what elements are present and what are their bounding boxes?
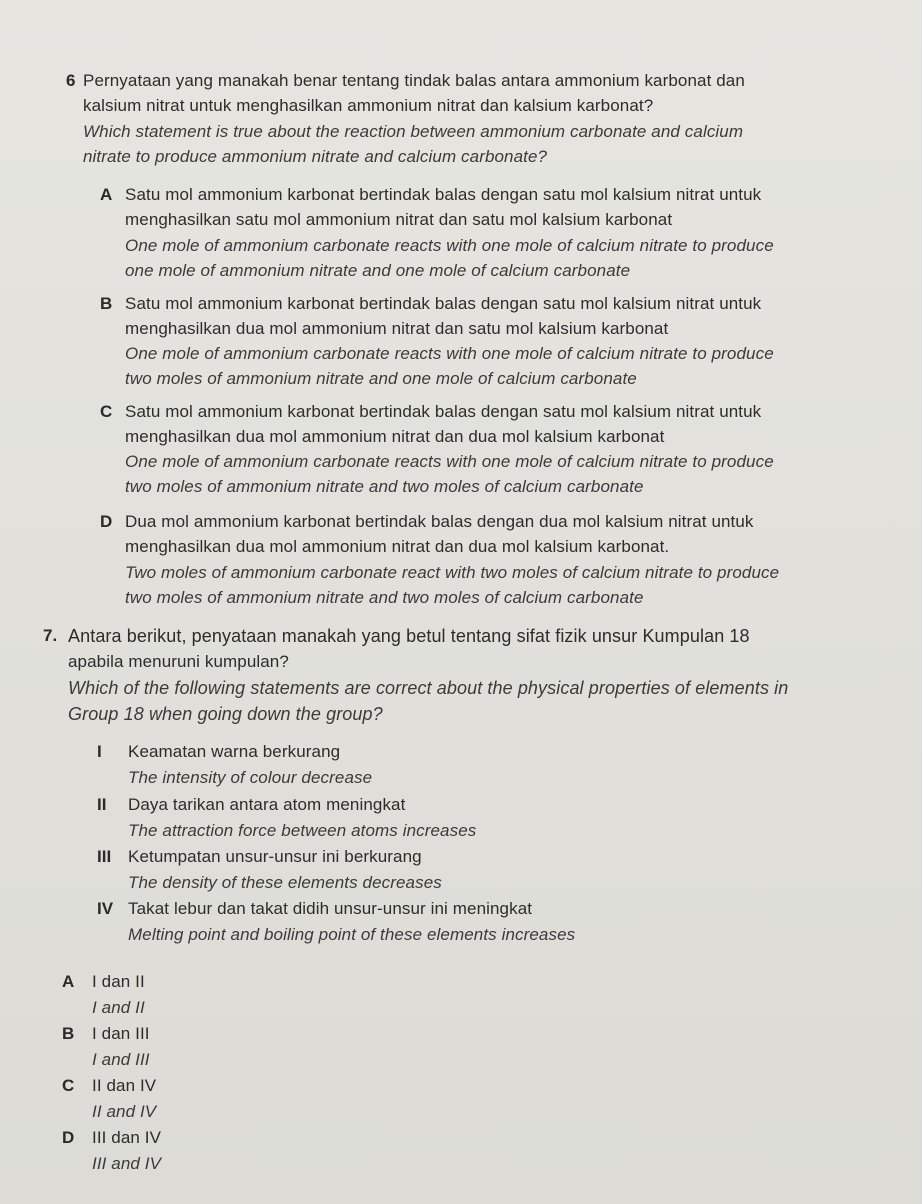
option-label: D bbox=[62, 1128, 75, 1147]
question-stem-en: Which statement is true about the reaction between ammonium carbonate and calcium bbox=[83, 122, 744, 141]
option-text-ms: III dan IV bbox=[92, 1128, 162, 1147]
statement-numeral: IV bbox=[97, 899, 114, 918]
option-label: C bbox=[62, 1076, 75, 1095]
question-stem-ms: apabila menuruni kumpulan? bbox=[68, 652, 289, 671]
statement-text-ms: Ketumpatan unsur-unsur ini berkurang bbox=[128, 847, 422, 866]
question-stem-ms: kalsium nitrat untuk menghasilkan ammonium nitrat dan kalsium karbonat? bbox=[83, 96, 654, 115]
option-text-ms: menghasilkan dua mol ammonium nitrat dan dua mol kalsium karbonat. bbox=[125, 537, 670, 556]
option-label: C bbox=[100, 402, 113, 421]
option-text-en: One mole of ammonium carbonate reacts with one mole of calcium nitrate to produce bbox=[125, 344, 774, 363]
question-number: 6 bbox=[66, 71, 76, 90]
option-text-ms: menghasilkan satu mol ammonium nitrat dan satu mol kalsium karbonat bbox=[125, 210, 673, 229]
option-text-en: one mole of ammonium nitrate and one mole of calcium carbonate bbox=[125, 261, 631, 280]
statement-numeral: I bbox=[97, 742, 102, 761]
statement-text-ms: Daya tarikan antara atom meningkat bbox=[128, 795, 406, 814]
option-text-en: One mole of ammonium carbonate reacts with one mole of calcium nitrate to produce bbox=[125, 452, 774, 471]
statement-text-ms: Takat lebur dan takat didih unsur-unsur ini meningkat bbox=[128, 899, 533, 918]
statement-text-en: The intensity of colour decrease bbox=[128, 768, 373, 787]
option-text-en: I and II bbox=[92, 998, 145, 1017]
option-label: B bbox=[100, 294, 113, 313]
option-text-ms: I dan II bbox=[92, 972, 145, 991]
statement-text-en: Melting point and boiling point of these elements increases bbox=[128, 925, 576, 944]
option-text-en: One mole of ammonium carbonate reacts with one mole of calcium nitrate to produce bbox=[125, 236, 774, 255]
option-text-ms: menghasilkan dua mol ammonium nitrat dan satu mol kalsium karbonat bbox=[125, 319, 669, 338]
question-stem-en: nitrate to produce ammonium nitrate and calcium carbonate? bbox=[83, 147, 548, 166]
question-stem-ms: Antara berikut, penyataan manakah yang betul tentang sifat fizik unsur Kumpulan 18 bbox=[68, 626, 750, 646]
statement-text-en: The density of these elements decreases bbox=[128, 873, 442, 892]
option-label: D bbox=[100, 512, 113, 531]
option-text-en: two moles of ammonium nitrate and two moles of calcium carbonate bbox=[125, 477, 644, 496]
question-stem-en: Which of the following statements are correct about the physical properties of elements in bbox=[68, 678, 789, 698]
statement-text-en: The attraction force between atoms increases bbox=[128, 821, 477, 840]
option-text-ms: Dua mol ammonium karbonat bertindak balas dengan dua mol kalsium nitrat untuk bbox=[125, 512, 754, 531]
option-text-en: Two moles of ammonium carbonate react with two moles of calcium nitrate to produce bbox=[125, 563, 780, 582]
option-text-en: II and IV bbox=[92, 1102, 157, 1121]
question-stem-ms: Pernyataan yang manakah benar tentang tindak balas antara ammonium karbonat dan bbox=[83, 71, 745, 90]
option-label: B bbox=[62, 1024, 75, 1043]
statement-text-ms: Keamatan warna berkurang bbox=[128, 742, 341, 761]
question-stem-en: Group 18 when going down the group? bbox=[68, 704, 383, 724]
option-text-en: I and III bbox=[92, 1050, 150, 1069]
question-number: 7. bbox=[43, 626, 58, 645]
option-text-en: III and IV bbox=[92, 1154, 162, 1173]
option-text-ms: Satu mol ammonium karbonat bertindak balas dengan satu mol kalsium nitrat untuk bbox=[125, 294, 762, 313]
option-label: A bbox=[62, 972, 75, 991]
option-text-ms: I dan III bbox=[92, 1024, 150, 1043]
option-label: A bbox=[100, 185, 113, 204]
option-text-ms: Satu mol ammonium karbonat bertindak balas dengan satu mol kalsium nitrat untuk bbox=[125, 402, 762, 421]
statement-numeral: II bbox=[97, 795, 107, 814]
option-text-ms: Satu mol ammonium karbonat bertindak balas dengan satu mol kalsium nitrat untuk bbox=[125, 185, 762, 204]
statement-numeral: III bbox=[97, 847, 112, 866]
option-text-en: two moles of ammonium nitrate and two moles of calcium carbonate bbox=[125, 588, 644, 607]
option-text-en: two moles of ammonium nitrate and one mole of calcium carbonate bbox=[125, 369, 637, 388]
option-text-ms: II dan IV bbox=[92, 1076, 157, 1095]
option-text-ms: menghasilkan dua mol ammonium nitrat dan dua mol kalsium karbonat bbox=[125, 427, 665, 446]
